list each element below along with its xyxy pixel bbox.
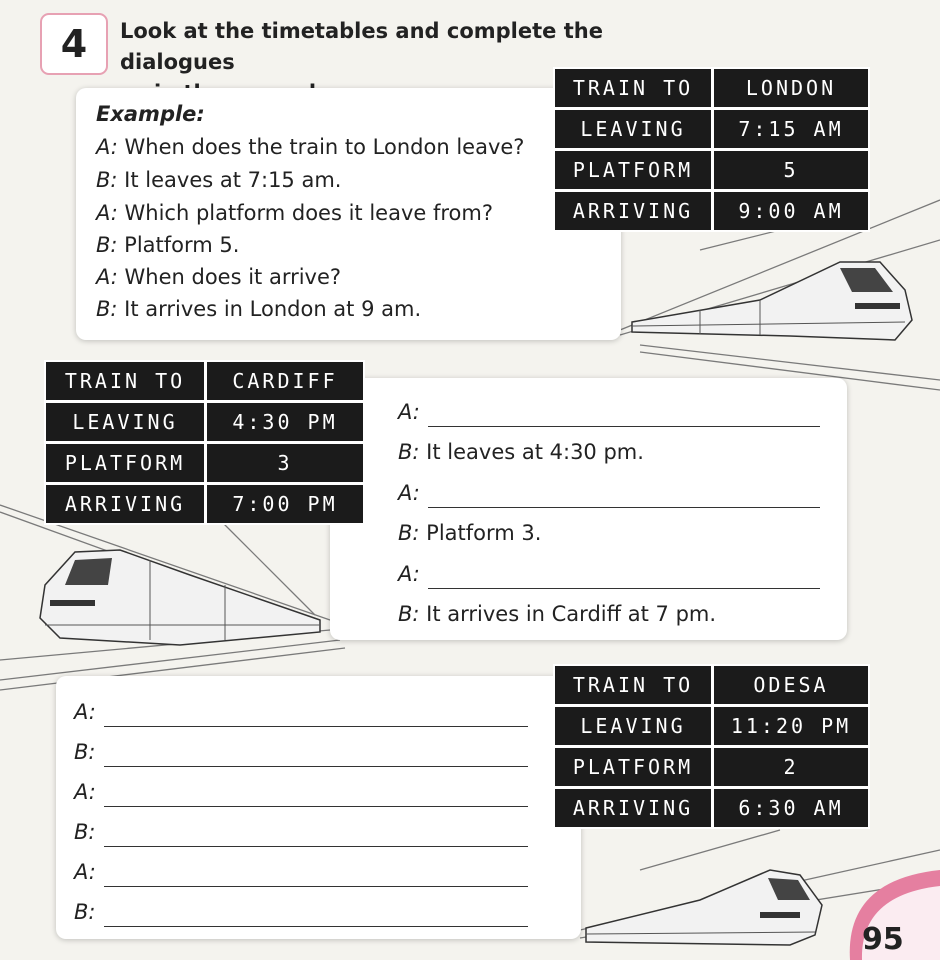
- speaker-label: B:: [398, 440, 420, 464]
- example-title: Example:: [96, 102, 205, 126]
- dialogue2-speaker-5: A:: [398, 562, 420, 586]
- timetable-value: 7:00 PM: [207, 485, 363, 523]
- dialogue3-speaker-5: A:: [74, 860, 96, 884]
- train-illustration-middle: [40, 550, 320, 645]
- example-line-6: [96, 297, 421, 321]
- timetable-label: PLATFORM: [46, 444, 204, 482]
- line-text: Which platform does it leave from?: [117, 201, 493, 225]
- timetable-london: [553, 67, 870, 232]
- exercise-number: 4: [40, 13, 108, 75]
- dialogue2-speaker-3: A:: [398, 481, 420, 505]
- dialogue-card-odesa: [56, 676, 581, 939]
- answer-blank-7[interactable]: [104, 846, 528, 847]
- dialogue3-speaker-6: B:: [74, 900, 96, 924]
- timetable-value: 2: [714, 748, 868, 786]
- answer-blank-3[interactable]: [428, 588, 820, 589]
- timetable-value: CARDIFF: [207, 362, 363, 400]
- answer-blank-4[interactable]: [104, 726, 528, 727]
- answer-blank-6[interactable]: [104, 806, 528, 807]
- timetable-label: LEAVING: [46, 403, 204, 441]
- line-text: Platform 5.: [117, 233, 240, 257]
- timetable-cardiff: [44, 360, 365, 525]
- example-line-2: [96, 168, 341, 192]
- speaker-label: B:: [96, 233, 118, 257]
- timetable-label: LEAVING: [555, 110, 711, 148]
- instruction-line-1: Look at the timetables and complete the dialogues: [120, 19, 603, 74]
- timetable-label: ARRIVING: [555, 789, 711, 827]
- timetable-value: 4:30 PM: [207, 403, 363, 441]
- line-text: When does the train to London leave?: [117, 135, 525, 159]
- speaker-label: B:: [96, 297, 118, 321]
- dialogue2-line-4: [398, 521, 541, 545]
- example-line-5: [96, 265, 341, 289]
- page-number: 95: [862, 922, 904, 957]
- answer-blank-9[interactable]: [104, 926, 528, 927]
- line-text: When does it arrive?: [117, 265, 342, 289]
- timetable-value: 6:30 AM: [714, 789, 868, 827]
- timetable-value: 5: [714, 151, 868, 189]
- line-text: It leaves at 7:15 am.: [117, 168, 342, 192]
- speaker-label: B:: [398, 602, 420, 626]
- timetable-label: ARRIVING: [555, 192, 711, 230]
- example-line-1: [96, 135, 524, 159]
- timetable-label: TRAIN TO: [555, 69, 711, 107]
- timetable-value: 11:20 PM: [714, 707, 868, 745]
- answer-blank-8[interactable]: [104, 886, 528, 887]
- dialogue3-speaker-1: A:: [74, 700, 96, 724]
- speaker-label: A:: [96, 135, 118, 159]
- train-illustration-top: [632, 262, 912, 340]
- line-text: It arrives in Cardiff at 7 pm.: [419, 602, 717, 626]
- dialogue2-speaker-1: A:: [398, 400, 420, 424]
- timetable-value: 9:00 AM: [714, 192, 868, 230]
- timetable-label: LEAVING: [555, 707, 711, 745]
- dialogue3-speaker-3: A:: [74, 780, 96, 804]
- line-text: It arrives in London at 9 am.: [117, 297, 422, 321]
- dialogue2-line-6: [398, 602, 716, 626]
- answer-blank-5[interactable]: [104, 766, 528, 767]
- timetable-label: ARRIVING: [46, 485, 204, 523]
- speaker-label: A:: [96, 201, 118, 225]
- answer-blank-2[interactable]: [428, 507, 820, 508]
- speaker-label: A:: [96, 265, 118, 289]
- train-illustration-bottom: [586, 870, 822, 945]
- timetable-label: PLATFORM: [555, 748, 711, 786]
- timetable-label: TRAIN TO: [46, 362, 204, 400]
- timetable-label: PLATFORM: [555, 151, 711, 189]
- example-line-4: [96, 233, 239, 257]
- line-text: It leaves at 4:30 pm.: [419, 440, 644, 464]
- example-line-3: [96, 201, 493, 225]
- dialogue3-speaker-2: B:: [74, 740, 96, 764]
- timetable-value: 3: [207, 444, 363, 482]
- line-text: Platform 3.: [419, 521, 542, 545]
- timetable-label: TRAIN TO: [555, 666, 711, 704]
- timetable-value: 7:15 AM: [714, 110, 868, 148]
- dialogue3-speaker-4: B:: [74, 820, 96, 844]
- speaker-label: B:: [398, 521, 420, 545]
- timetable-value: LONDON: [714, 69, 868, 107]
- dialogue2-line-2: [398, 440, 644, 464]
- speaker-label: B:: [96, 168, 118, 192]
- timetable-odesa: [553, 664, 870, 829]
- answer-blank-1[interactable]: [428, 426, 820, 427]
- timetable-value: ODESA: [714, 666, 868, 704]
